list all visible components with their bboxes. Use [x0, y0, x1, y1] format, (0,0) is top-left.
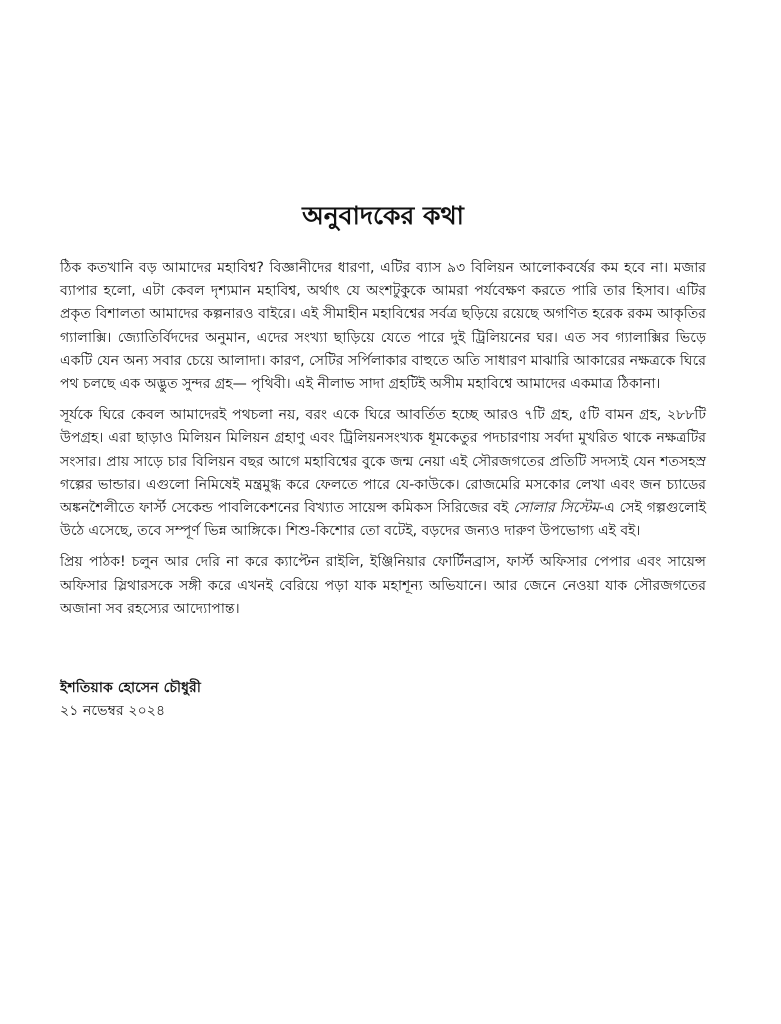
paragraph-3: প্রিয় পাঠক! চলুন আর দেরি না করে ক্যাপ্টেন রাইলি, ইঞ্জিনিয়ার ফোর্টিনব্রাস, ফার্স্ট অফিসার পেপার এবং সায়েন্স অফিসার স্লিথারসকে সঙ্গী করে এখনই বেরিয়ে পড়া যাক মহাশূন্য অভিযানে। আর জেনে নেওয়া যাক সৌরজগতের অজানা সব রহস্যের আদ্যোপান্ত।: [60, 554, 706, 617]
paragraph-2-text-after: -এ সেই গল্পগুলোই উঠে এসেছে, তবে সম্পূর্ণ ভিন্ন আঙ্গিকে। শিশু-কিশোর তো বটেই, বড়দের জন্যও দারুণ উপভোগ্য এই বই।: [60, 500, 706, 540]
paragraph-1: ঠিক কতখানি বড় আমাদের মহাবিশ্ব? বিজ্ঞানীদের ধারণা, এটির ব্যাস ৯৩ বিলিয়ন আলোকবর্ষের কম হবে না। মজার ব্যাপার হলো, এটা কেবল দৃশ্যমান মহাবিশ্ব, অর্থাৎ যে অংশটুকুকে আমরা পর্যবেক্ষণ করতে পারি তার হিসাব। এটির প্রকৃত বিশালতা আমাদের কল্পনারও বাইরে। এই সীমাহীন মহাবিশ্বের সর্বত্র ছড়িয়ে রয়েছে অগণিত হরেক রকম আকৃতির গ্যালাক্সি। জ্যোতির্বিদদের অনুমান, এদের সংখ্যা ছাড়িয়ে যেতে পারে দুই ট্রিলিয়নের ঘর। এত সব গ্যালাক্সির ভিড়ে একটি যেন অন্য সবার চেয়ে আলাদা। কারণ, সেটির সর্পিলাকার বাহুতে অতি সাধারণ মাঝারি আকারের নক্ষত্রকে ঘিরে পথ চলছে এক অদ্ভুত সুন্দর গ্রহ— পৃথিবী। এই নীলাভ সাদা গ্রহটিই অসীম মহাবিশ্বে আমাদের একমাত্র ঠিকানা।: [60, 260, 706, 393]
page-title: অনুবাদকের কথা: [302, 201, 464, 230]
book-title-italic: সোলার সিস্টেম: [513, 500, 600, 517]
translator-name: ইশতিয়াক হোসেন চৌধুরী: [60, 680, 201, 696]
paragraph-2: [60, 404, 706, 543]
signature-date: ২১ নভেম্বর ২০২৪: [60, 703, 166, 719]
signature-block: [60, 677, 201, 723]
paragraph-2-text-before: সূর্যকে ঘিরে কেবল আমাদেরই পথচলা নয়, বরং একে ঘিরে আবর্তিত হচ্ছে আরও ৭টি গ্রহ, ৫টি বামন গ্রহ, ২৮৮টি উপগ্রহ। এরা ছাড়াও মিলিয়ন মিলিয়ন গ্রহাণু এবং ট্রিলিয়নসংখ্যক ধূমকেতুর পদচারণায় সর্বদা মুখরিত থাকে নক্ষত্রটির সংসার। প্রায় সাড়ে চার বিলিয়ন বছর আগে মহাবিশ্বের বুকে জন্ম নেয়া এই সৌরজগতের প্রতিটি সদস্যই যেন শতসহস্র গল্পের ভান্ডার। এগুলো নিমিষেই মন্ত্রমুগ্ধ করে ফেলতে পারে যে-কাউকে। রোজমেরি মসকোর লেখা এবং জন চ্যাডের অঙ্কনশৈলীতে ফার্স্ট সেকেন্ড পাবলিকেশনের বিখ্যাত সায়েন্স কমিকস সিরিজের বই: [60, 407, 706, 517]
document-body: [60, 257, 706, 629]
